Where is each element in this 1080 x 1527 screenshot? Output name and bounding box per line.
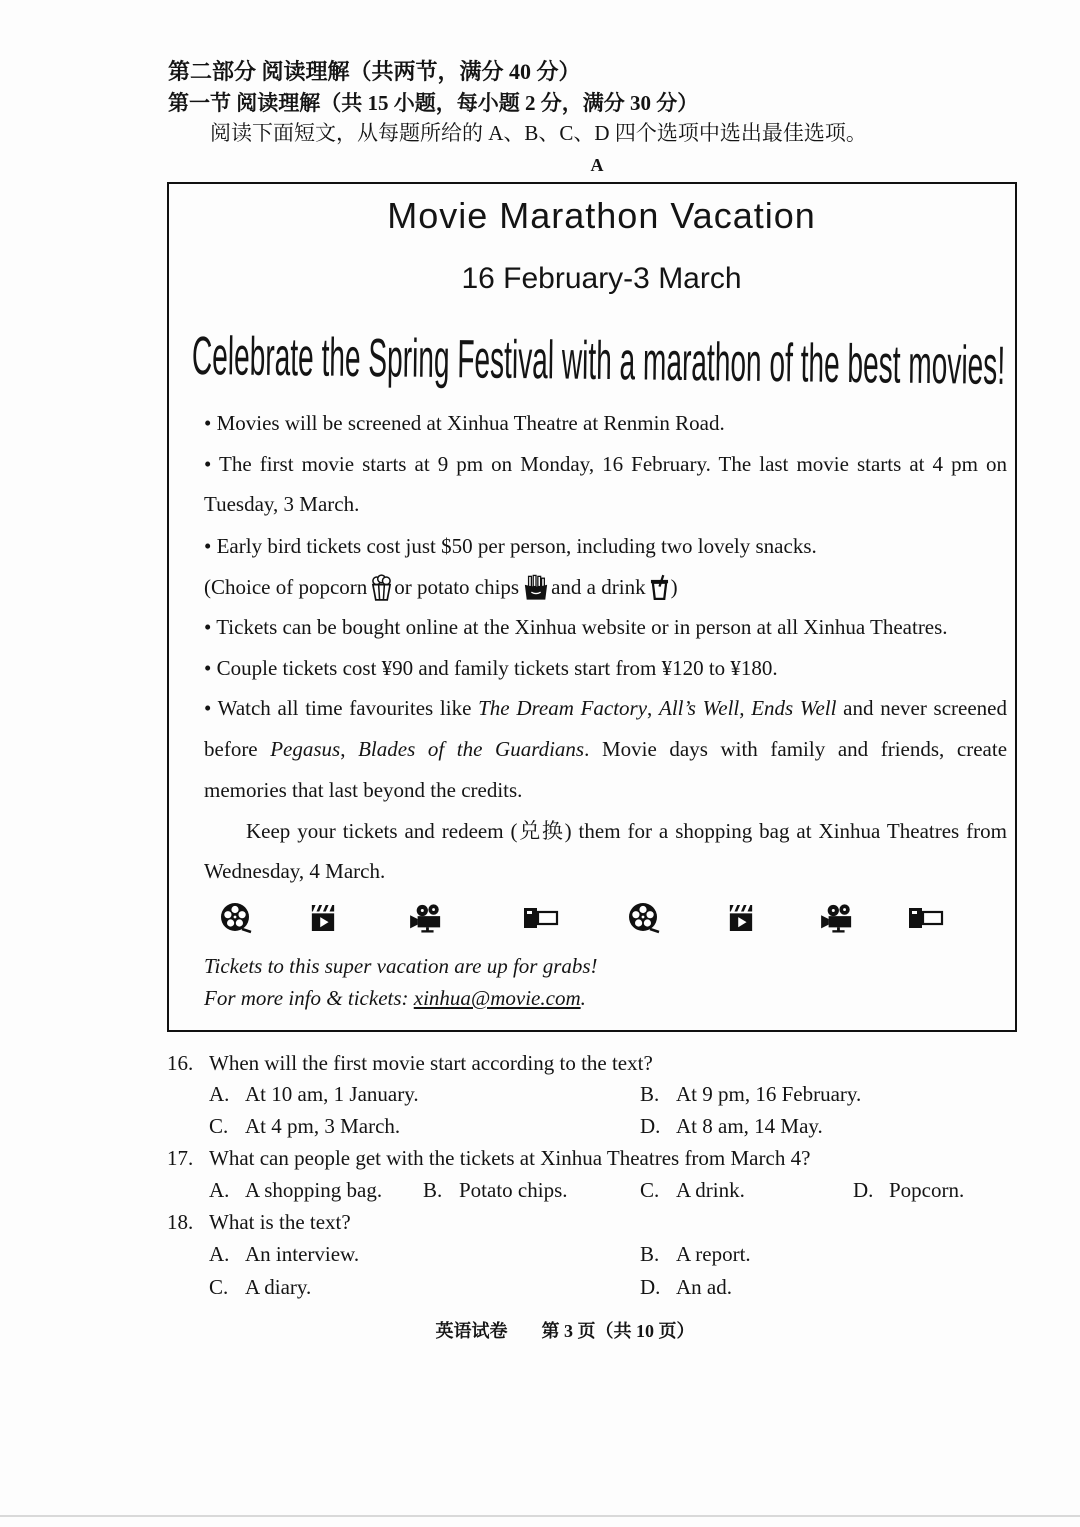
option-text: An ad.	[676, 1275, 732, 1299]
option-letter: C.	[209, 1275, 229, 1299]
option-letter: D.	[853, 1178, 874, 1202]
movie-title-dream-factory: The Dream Factory	[478, 696, 648, 720]
option-letter: B.	[423, 1178, 443, 1202]
question-number: 17.	[167, 1146, 194, 1170]
footer-subject: 英语试卷	[435, 1321, 508, 1341]
page-edge-divider	[0, 1515, 1080, 1517]
option-letter: A.	[209, 1242, 230, 1266]
option-letter: C.	[209, 1114, 229, 1138]
redeem-line-2: Wednesday, 4 March.	[204, 859, 386, 883]
page-footer	[380, 1318, 750, 1344]
option-text: A diary.	[245, 1275, 312, 1299]
option-text: At 8 am, 14 May.	[676, 1114, 823, 1138]
option-letter: A.	[209, 1178, 230, 1202]
movies-lead: • Watch all time favourites like	[204, 696, 479, 720]
movie-camera-icon	[818, 900, 858, 936]
option-text: An interview.	[245, 1242, 360, 1266]
section-title: 第一节 阅读理解（共 15 小题，每小题 2 分，满分 30 分）	[168, 91, 699, 115]
question-stem: What can people get with the tickets at Xinhua Theatres from March 4?	[209, 1146, 811, 1170]
contact-email: xinhua@movie.com	[413, 986, 581, 1010]
option-text: A report.	[676, 1242, 751, 1266]
movie-camera-icon	[407, 900, 447, 936]
question-number: 16.	[167, 1051, 194, 1075]
ad-tagline: Tickets to this super vacation are up for grabs!	[204, 954, 598, 978]
ad-title: Movie Marathon Vacation	[387, 195, 816, 236]
movie-title-blades: Blades of the Guardians	[358, 737, 585, 761]
option-letter: B.	[640, 1242, 660, 1266]
snack-text-drink: and a drink	[551, 575, 646, 599]
question-stem: When will the first movie start according to the text?	[209, 1051, 653, 1075]
snack-text-close: )	[670, 575, 678, 599]
option-text: A drink.	[676, 1178, 745, 1202]
schedule-line-1: • The first movie starts at 9 pm on Monday, 16 February. The last movie starts at 4 pm on	[204, 452, 1007, 476]
projector-icon	[906, 900, 946, 936]
advertisement-box	[167, 182, 1017, 1032]
snack-choice-line	[204, 573, 1007, 601]
option-letter: C.	[640, 1178, 660, 1202]
movie-title-alls-well: All’s Well, Ends Well	[659, 696, 837, 720]
contact-end: .	[580, 986, 586, 1010]
option-text: Popcorn.	[889, 1178, 965, 1202]
clapperboard-icon	[303, 900, 343, 936]
part-title: 第二部分 阅读理解（共两节，满分 40 分）	[168, 59, 581, 84]
option-letter: D.	[640, 1114, 661, 1138]
option-text: A shopping bag.	[245, 1178, 383, 1202]
venue-line: • Movies will be screened at Xinhua Theatre at Renmin Road.	[204, 411, 725, 435]
snack-text-chips: or potato chips	[394, 575, 520, 599]
option-letter: D.	[640, 1275, 661, 1299]
question-number: 18.	[167, 1210, 194, 1234]
movies-line-3: memories that last beyond the credits.	[204, 778, 523, 802]
clapperboard-icon	[721, 900, 761, 936]
redeem-line-1: Keep your tickets and redeem (兑换) them for a shopping bag at Xinhua Theatres from	[246, 819, 1007, 843]
ad-contact-line	[204, 984, 1007, 1012]
movies-tail: . Movie days with family and friends, create	[584, 737, 1008, 761]
movies-lead: before	[204, 737, 271, 761]
movies-separator: ,	[340, 737, 359, 761]
option-text: At 10 am, 1 January.	[245, 1082, 419, 1106]
film-reel-icon	[624, 900, 664, 936]
option-letter: A.	[209, 1082, 230, 1106]
question-stem: What is the text?	[209, 1210, 351, 1234]
popcorn-icon	[371, 574, 392, 608]
price-line: • Early bird tickets cost just $50 per person, including two lovely snacks.	[204, 534, 817, 558]
footer-page-number: 第 3 页（共 10 页）	[541, 1321, 695, 1341]
option-text: Potato chips.	[459, 1178, 568, 1202]
instruction: 阅读下面短文，从每题所给的 A、B、C、D 四个选项中选出最佳选项。	[210, 121, 867, 145]
projector-icon	[521, 900, 561, 936]
contact-lead: For more info & tickets:	[204, 986, 414, 1010]
movies-tail: and never screened	[836, 696, 1007, 720]
family-price-line: • Couple tickets cost ¥90 and family tickets start from ¥120 to ¥180.	[204, 656, 778, 680]
movies-line-2	[204, 735, 1007, 763]
option-text: At 9 pm, 16 February.	[676, 1082, 862, 1106]
purchase-line: • Tickets can be bought online at the Xinhua website or in person at all Xinhua Theatres.	[204, 615, 948, 639]
drink-icon	[650, 574, 669, 608]
option-text: At 4 pm, 3 March.	[245, 1114, 401, 1138]
ad-slogan: Celebrate the Spring Festival with a marathon of the best movies!	[191, 326, 1006, 396]
schedule-line-2: Tuesday, 3 March.	[204, 492, 360, 516]
movie-title-pegasus: Pegasus	[270, 737, 341, 761]
movies-line-1	[204, 694, 1007, 722]
film-reel-icon	[216, 900, 256, 936]
potato-chips-icon	[523, 574, 549, 608]
passage-label: A	[590, 155, 604, 175]
ad-dates: 16 February-3 March	[461, 262, 742, 295]
option-letter: B.	[640, 1082, 660, 1106]
snack-text-popcorn: (Choice of popcorn	[204, 575, 368, 599]
movies-separator: ,	[647, 696, 660, 720]
